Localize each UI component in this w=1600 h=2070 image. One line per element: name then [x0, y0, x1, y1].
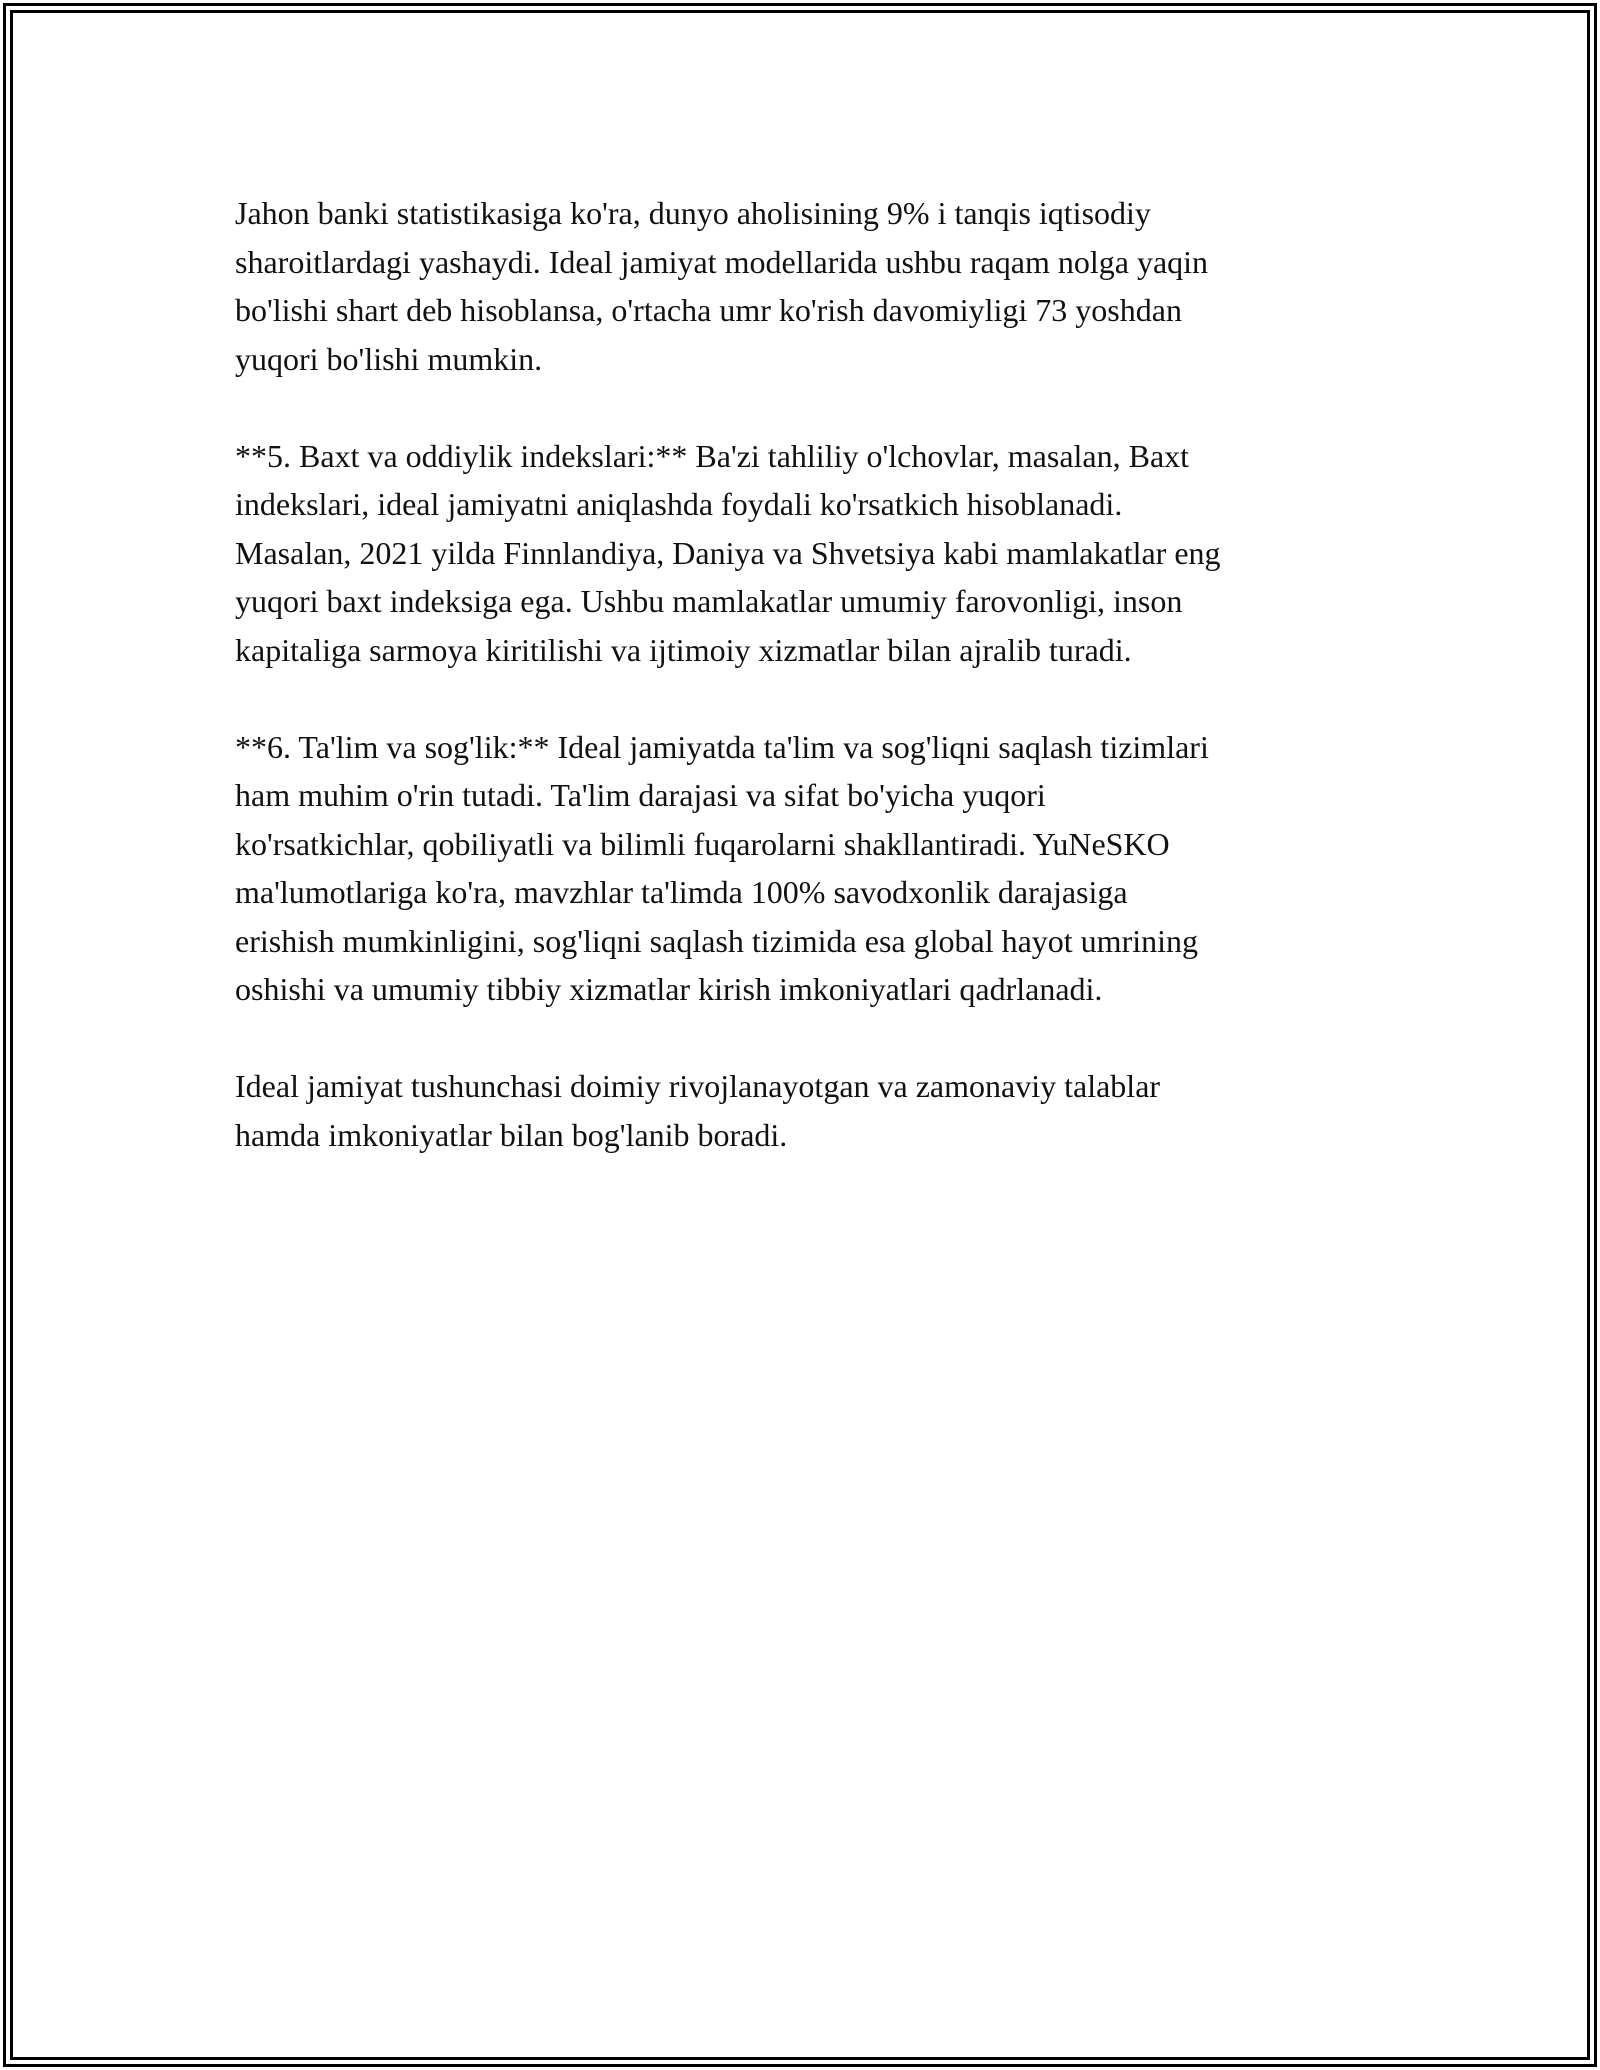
text-line: sharoitlardagi yashaydi. Ideal jamiyat modellarida ushbu raqam nolga yaqin — [235, 243, 1209, 280]
text-line: erishish mumkinligini, sog'liqni saqlash tizimida esa global hayot umrining — [235, 922, 1198, 959]
text-line: bo'lishi shart deb hisoblansa, o'rtacha umr ko'rish davomiyligi 73 yoshdan — [235, 292, 1182, 328]
text-line: **5. Baxt va oddiylik indekslari:** Ba'zi tahliliy o'lchovlar, masalan, Baxt — [235, 437, 1190, 474]
text-line: kapitaliga sarmoya kiritilishi va ijtimoiy xizmatlar bilan ajralib turadi. — [235, 631, 1132, 668]
paragraph-education-health — [235, 723, 1365, 1014]
text-line: hamda imkoniyatlar bilan bog'lanib boradi. — [235, 1116, 788, 1153]
text-line: **6. Ta'lim va sog'lik:** Ideal jamiyatda ta'lim va sog'liqni saqlash tizimlari — [235, 728, 1209, 765]
text-line: ko'rsatkichlar, qobiliyatli va bilimli fuqarolarni shakllantiradi. YuNeSKO — [235, 825, 1170, 862]
document-body — [235, 189, 1365, 1208]
text-line: Ideal jamiyat tushunchasi doimiy rivojlanayotgan va zamonaviy talablar — [235, 1068, 1161, 1104]
text-line: yuqori bo'lishi mumkin. — [235, 340, 543, 377]
text-line: oshishi va umumiy tibbiy xizmatlar kirish imkoniyatlari qadrlanadi. — [235, 971, 1103, 1007]
text-line: indekslari, ideal jamiyatni aniqlashda foydali ko'rsatkich hisoblanadi. — [235, 486, 1123, 522]
text-line: yuqori baxt indeksiga ega. Ushbu mamlakatlar umumiy farovonligi, inson — [235, 583, 1183, 619]
text-line: Masalan, 2021 yilda Finnlandiya, Daniya va Shvetsiya kabi mamlakatlar eng — [235, 534, 1221, 571]
text-line: ma'lumotlariga ko'ra, mavzhlar ta'limda 100% savodxonlik darajasiga — [235, 874, 1128, 910]
text-line: ham muhim o'rin tutadi. Ta'lim darajasi va sifat bo'yicha yuqori — [235, 777, 1046, 813]
paragraph-happiness-index — [235, 432, 1365, 675]
paragraph-conclusion — [235, 1062, 1365, 1159]
text-line: Jahon banki statistikasiga ko'ra, dunyo aholisining 9% i tanqis iqtisodiy — [235, 195, 1151, 231]
paragraph-statistics — [235, 189, 1365, 383]
